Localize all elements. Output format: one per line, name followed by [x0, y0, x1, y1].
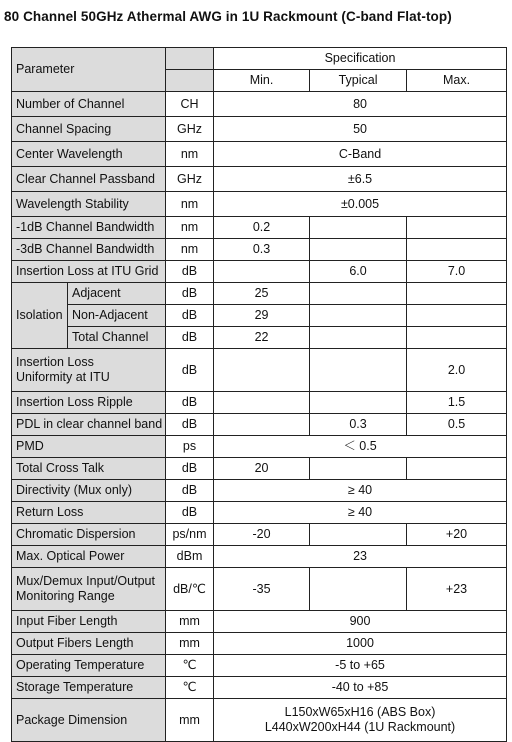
- row-label-line2: Monitoring Range: [16, 589, 115, 603]
- row-max: +23: [407, 568, 507, 611]
- row-label: Clear Channel Passband: [12, 167, 166, 192]
- table-row: [12, 142, 507, 167]
- row-value: ≥ 40: [214, 502, 507, 524]
- spec-table: [11, 47, 507, 742]
- row-value: -40 to +85: [214, 677, 507, 699]
- table-row: [12, 117, 507, 142]
- table-row: [12, 611, 507, 633]
- table-row: [12, 217, 507, 239]
- row-typical: [310, 283, 407, 305]
- table-row: [12, 192, 507, 217]
- row-unit: GHz: [166, 167, 214, 192]
- row-label-line2: Uniformity at ITU: [16, 370, 110, 384]
- row-min: 29: [214, 305, 310, 327]
- row-min: 20: [214, 458, 310, 480]
- package-line2: L440xW200xH44 (1U Rackmount): [264, 720, 456, 734]
- row-label: Operating Temperature: [12, 655, 166, 677]
- row-unit: nm: [166, 239, 214, 261]
- row-min: -35: [214, 568, 310, 611]
- row-max: [407, 458, 507, 480]
- typical-header: Typical: [310, 70, 407, 92]
- row-label: Insertion Loss Ripple: [12, 392, 166, 414]
- row-unit: ℃: [166, 677, 214, 699]
- row-unit: nm: [166, 217, 214, 239]
- table-row: [12, 677, 507, 699]
- row-unit: dB: [166, 502, 214, 524]
- row-typical: [310, 305, 407, 327]
- row-max: 2.0: [407, 349, 507, 392]
- table-row: [12, 458, 507, 480]
- row-max: 0.5: [407, 414, 507, 436]
- table-row: [12, 283, 507, 305]
- table-row: [12, 502, 507, 524]
- max-header: Max.: [407, 70, 507, 92]
- row-label: Input Fiber Length: [12, 611, 166, 633]
- package-line1: L150xW65xH16 (ABS Box): [284, 705, 436, 719]
- table-row: [12, 349, 507, 392]
- isolation-label: Isolation: [12, 283, 68, 349]
- row-typical: [310, 327, 407, 349]
- row-label: Total Cross Talk: [12, 458, 166, 480]
- specification-header: Specification: [214, 48, 507, 70]
- row-label: Package Dimension: [12, 699, 166, 742]
- row-unit: dB: [166, 480, 214, 502]
- row-label: PMD: [12, 436, 166, 458]
- row-label: Number of Channel: [12, 92, 166, 117]
- row-value: 80: [214, 92, 507, 117]
- row-unit: dB: [166, 392, 214, 414]
- table-row: [12, 392, 507, 414]
- table-row: [12, 305, 507, 327]
- row-typical: [310, 239, 407, 261]
- row-typical: [310, 349, 407, 392]
- row-unit: dB: [166, 305, 214, 327]
- row-value: C-Band: [214, 142, 507, 167]
- row-value: ±6.5: [214, 167, 507, 192]
- row-unit: dB: [166, 327, 214, 349]
- table-row: [12, 524, 507, 546]
- row-unit: dB/℃: [166, 568, 214, 611]
- parameter-header: Parameter: [12, 48, 166, 92]
- row-unit: GHz: [166, 117, 214, 142]
- row-min: 25: [214, 283, 310, 305]
- row-unit: dB: [166, 349, 214, 392]
- row-value: [214, 699, 507, 742]
- table-row: [12, 480, 507, 502]
- row-label: -3dB Channel Bandwidth: [12, 239, 166, 261]
- row-unit: dB: [166, 261, 214, 283]
- row-label: Directivity (Mux only): [12, 480, 166, 502]
- row-unit: mm: [166, 633, 214, 655]
- row-label: Output Fibers Length: [12, 633, 166, 655]
- row-max: [407, 305, 507, 327]
- row-max: 1.5: [407, 392, 507, 414]
- row-min: [214, 392, 310, 414]
- row-label: Storage Temperature: [12, 677, 166, 699]
- row-unit: mm: [166, 699, 214, 742]
- row-label: Return Loss: [12, 502, 166, 524]
- row-label: [12, 349, 166, 392]
- row-min: [214, 414, 310, 436]
- row-value: 50: [214, 117, 507, 142]
- row-label: PDL in clear channel band: [12, 414, 166, 436]
- row-value: ＜ 0.5: [214, 436, 507, 458]
- row-value: 23: [214, 546, 507, 568]
- row-label-line1: Insertion Loss: [16, 355, 94, 369]
- table-row: [12, 327, 507, 349]
- row-value: 1000: [214, 633, 507, 655]
- row-unit: mm: [166, 611, 214, 633]
- table-row: [12, 92, 507, 117]
- table-row: [12, 239, 507, 261]
- row-label: Max. Optical Power: [12, 546, 166, 568]
- row-typical: 6.0: [310, 261, 407, 283]
- table-row: [12, 568, 507, 611]
- row-min: 0.3: [214, 239, 310, 261]
- row-value: ±0.005: [214, 192, 507, 217]
- row-unit: nm: [166, 192, 214, 217]
- row-typical: [310, 217, 407, 239]
- row-min: 0.2: [214, 217, 310, 239]
- table-row: [12, 633, 507, 655]
- row-unit: ps: [166, 436, 214, 458]
- table-row: [12, 436, 507, 458]
- row-label: Wavelength Stability: [12, 192, 166, 217]
- row-label: Non-Adjacent: [68, 305, 166, 327]
- table-row: [12, 546, 507, 568]
- row-max: 7.0: [407, 261, 507, 283]
- unit-header: [166, 48, 214, 70]
- row-unit: nm: [166, 142, 214, 167]
- row-typical: 0.3: [310, 414, 407, 436]
- row-unit: CH: [166, 92, 214, 117]
- row-value: ≥ 40: [214, 480, 507, 502]
- table-row: [12, 414, 507, 436]
- row-unit: ps/nm: [166, 524, 214, 546]
- row-label: Channel Spacing: [12, 117, 166, 142]
- row-label: [12, 568, 166, 611]
- row-label: Insertion Loss at ITU Grid: [12, 261, 166, 283]
- row-typical: [310, 392, 407, 414]
- row-max: [407, 327, 507, 349]
- row-min: -20: [214, 524, 310, 546]
- row-label: Chromatic Dispersion: [12, 524, 166, 546]
- table-row: [12, 261, 507, 283]
- row-unit: dB: [166, 458, 214, 480]
- row-max: +20: [407, 524, 507, 546]
- row-typical: [310, 524, 407, 546]
- row-min: [214, 349, 310, 392]
- row-typical: [310, 458, 407, 480]
- row-max: [407, 239, 507, 261]
- row-label-line1: Mux/Demux Input/Output: [16, 574, 155, 588]
- min-header: Min.: [214, 70, 310, 92]
- row-label: Adjacent: [68, 283, 166, 305]
- row-typical: [310, 568, 407, 611]
- page-title: 80 Channel 50GHz Athermal AWG in 1U Rackmount (C-band Flat-top): [4, 9, 452, 24]
- table-row: [12, 699, 507, 742]
- row-unit: dB: [166, 283, 214, 305]
- row-value: -5 to +65: [214, 655, 507, 677]
- row-max: [407, 217, 507, 239]
- unit-header-sub: [166, 70, 214, 92]
- row-unit: dB: [166, 414, 214, 436]
- table-row: [12, 167, 507, 192]
- row-unit: dBm: [166, 546, 214, 568]
- row-label: -1dB Channel Bandwidth: [12, 217, 166, 239]
- row-label: Center Wavelength: [12, 142, 166, 167]
- row-label: Total Channel: [68, 327, 166, 349]
- table-row: [12, 655, 507, 677]
- row-unit: ℃: [166, 655, 214, 677]
- header-row: [12, 48, 507, 70]
- row-value: 900: [214, 611, 507, 633]
- row-max: [407, 283, 507, 305]
- row-min: 22: [214, 327, 310, 349]
- row-min: [214, 261, 310, 283]
